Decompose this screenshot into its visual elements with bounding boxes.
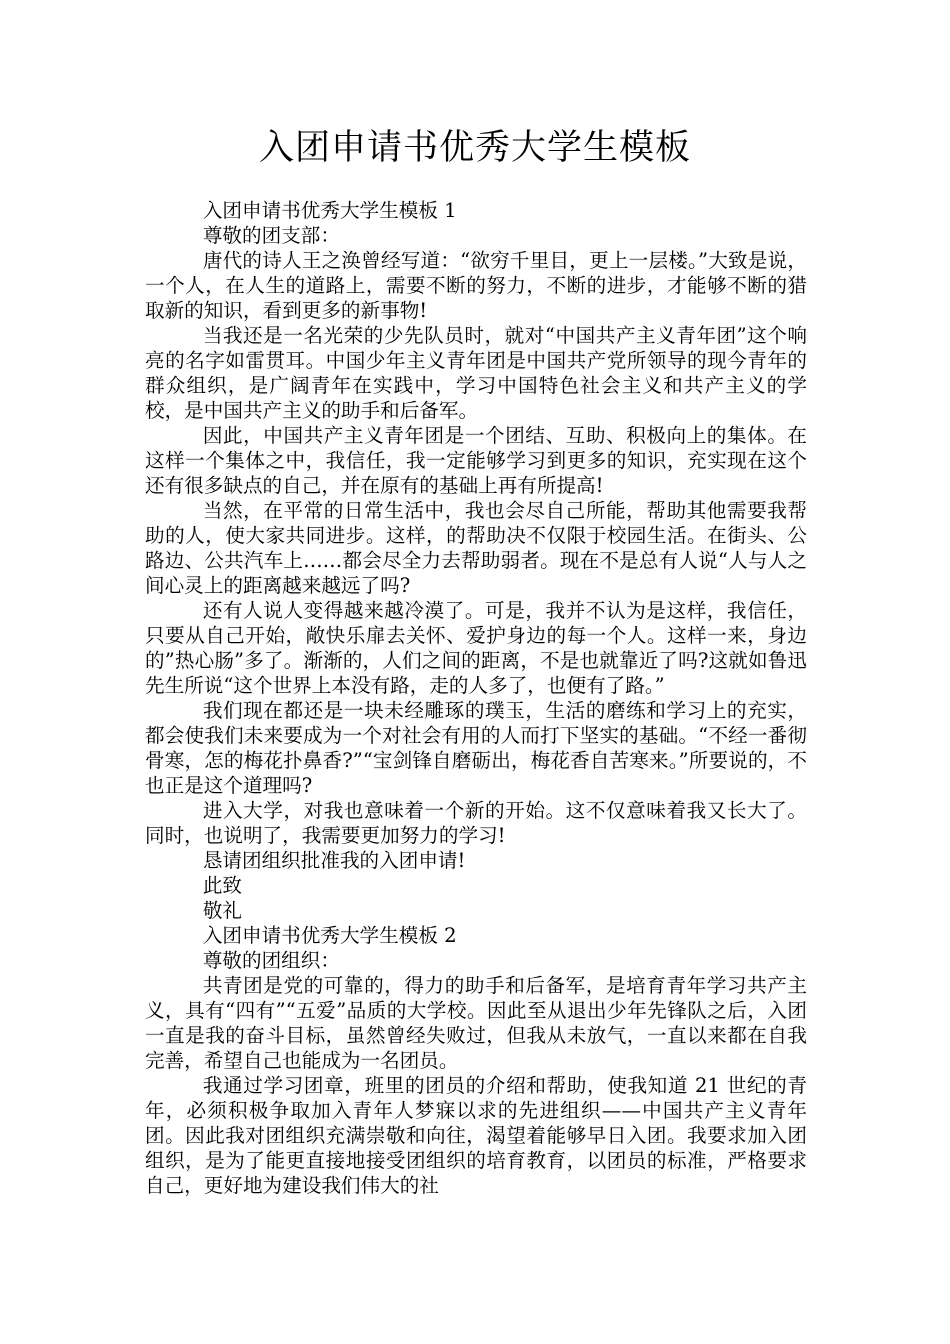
closing-line: 敬礼 xyxy=(202,899,242,922)
salutation: 尊敬的团支部： xyxy=(202,224,340,247)
paragraph: 唐代的诗人王之涣曾经写道：“欲穷千里目，更上一层楼。”大致是说，一个人，在人生的道路上，需要不断的努力，不断的进步，才能够不断的猎取新的知识，看到更多的新事物! xyxy=(145,249,807,322)
paragraph: 当我还是一名光荣的少先队员时，就对“中国共产主义青年团”这个响亮的名字如雷贯耳。中国少年主义青年团是中国共产党所领导的现今青年的群众组织，是广阔青年在实践中，学习中国特色社会主义和共产主义的学校，是中国共产主义的助手和后备军。 xyxy=(145,324,807,422)
request-line: 恳请团组织批准我的入团申请! xyxy=(202,849,466,872)
section-heading-2: 入团申请书优秀大学生模板 2 xyxy=(202,924,457,947)
document-body xyxy=(145,198,807,1198)
paragraph: 我通过学习团章，班里的团员的介绍和帮助，使我知道 21 世纪的青年，必须积极争取加入青年人梦寐以求的先进组织——中国共产主义青年团。因此我对团组织充满崇敬和向往，渴望着能够早日入团。我要求加入团组织，是为了能更直接地接受团组织的培育教育，以团员的标准，严格要求自己，更好地为建设我们伟大的社 xyxy=(145,1074,807,1197)
paragraph: 进入大学，对我也意味着一个新的开始。这不仅意味着我又长大了。同时，也说明了，我需要更加努力的学习! xyxy=(145,799,807,847)
paragraph: 还有人说人变得越来越冷漠了。可是，我并不认为是这样，我信任，只要从自己开始，敞快乐扉去关怀、爱护身边的每一个人。这样一来，身边的”热心肠”多了。渐渐的，人们之间的距离，不是也就靠近了吗?这就如鲁迅先生所说“这个世界上本没有路，走的人多了，也便有了路。” xyxy=(145,599,807,697)
section-heading-1: 入团申请书优秀大学生模板 1 xyxy=(202,199,457,222)
page-title: 入团申请书优秀大学生模板 xyxy=(258,128,691,168)
paragraph: 我们现在都还是一块未经雕琢的璞玉，生活的磨练和学习上的充实，都会使我们未来要成为一个对社会有用的人而打下坚实的基础。“不经一番彻骨寒，怎的梅花扑鼻香?”“宝剑锋自磨砺出，梅花香自苦寒来。”所要说的，不也正是这个道理吗? xyxy=(145,699,807,797)
paragraph: 共青团是党的可靠的，得力的助手和后备军，是培育青年学习共产主义，具有“四有”“五爱”品质的大学校。因此至从退出少年先锋队之后，入团一直是我的奋斗目标，虽然曾经失败过，但我从未放气，一直以来都在自我完善，希望自己也能成为一名团员。 xyxy=(145,974,807,1072)
salutation: 尊敬的团组织： xyxy=(202,949,340,972)
closing-line: 此致 xyxy=(202,874,242,897)
paragraph: 因此，中国共产主义青年团是一个团结、互助、积极向上的集体。在这样一个集体之中，我信任，我一定能够学习到更多的知识，充实现在这个还有很多缺点的自己，并在原有的基础上再有所提高! xyxy=(145,424,807,497)
paragraph: 当然，在平常的日常生活中，我也会尽自己所能，帮助其他需要我帮助的人，使大家共同进步。这样，的帮助决不仅限于校园生活。在街头、公路边、公共汽车上……都会尽全力去帮助弱者。现在不是总有人说“人与人之间心灵上的距离越来越远了吗? xyxy=(145,499,807,597)
